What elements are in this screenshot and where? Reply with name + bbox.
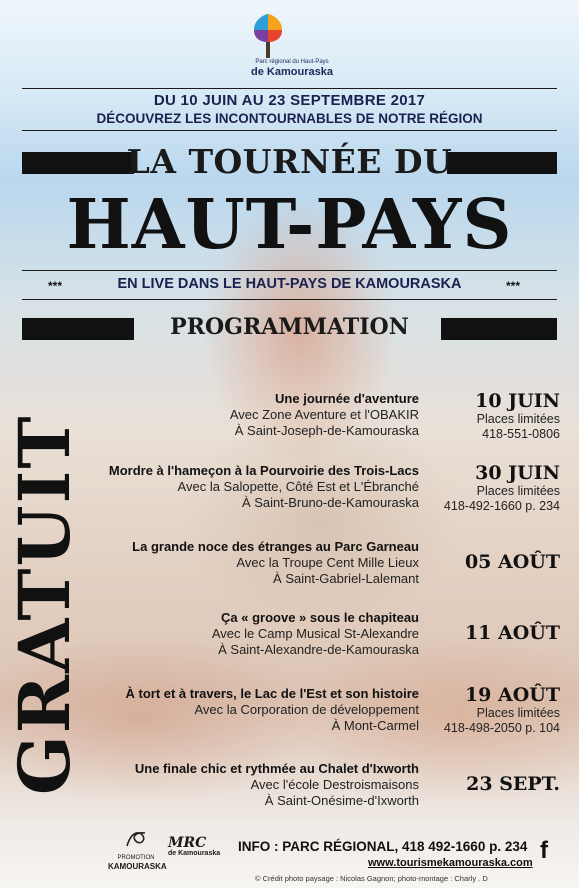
stars-left: *** [48, 279, 63, 293]
event-date-block [425, 390, 560, 442]
discover-tagline: DÉCOUVREZ LES INCONTOURNABLES DE NOTRE RÉGION [96, 111, 483, 126]
programmation-heading: PROGRAMMATION [170, 314, 409, 340]
event-title: Une journée d'aventure [275, 391, 419, 406]
event-location: À Saint-Joseph-de-Kamouraska [234, 423, 419, 438]
event-date: 19 AOÛT [464, 684, 560, 706]
event-dates: DU 10 JUIN AU 23 SEPTEMBRE 2017 [153, 92, 426, 109]
event-date: 11 AOÛT [464, 622, 560, 644]
title-line-2: HAUT-PAYS [66, 185, 513, 265]
event-host: Avec Zone Aventure et l'OBAKIR [229, 407, 419, 422]
website-link[interactable]: www.tourismekamouraska.com [368, 857, 533, 869]
logo-line-big: de Kamouraska [251, 66, 333, 78]
event-date: 23 SEPT. [466, 773, 560, 795]
event-host: Avec la Troupe Cent Mille Lieux [236, 555, 419, 570]
event-date: 10 JUIN [475, 390, 560, 412]
event-phone: 418-492-1660 p. 234 [443, 499, 560, 513]
park-logo-icon [246, 12, 290, 58]
mrc-line1: MRC [168, 835, 207, 851]
event-phone: 418-551-0806 [482, 427, 560, 441]
event-host: Avec la Corporation de développement [194, 702, 419, 717]
mrc-line2: de Kamouraska [168, 850, 221, 857]
promotion-line1: PROMOTION [117, 855, 155, 861]
live-subtitle: EN LIVE DANS LE HAUT-PAYS DE KAMOURASKA [117, 276, 462, 292]
mrc-kamouraska-logo [168, 836, 230, 858]
promotion-line2: KAMOURASKA [108, 862, 167, 871]
event-host: Avec la Salopette, Côté Est et L'Ébranché [177, 479, 419, 494]
promotion-swirl-icon [123, 828, 149, 850]
event-item [90, 463, 419, 511]
event-date-block [425, 622, 560, 644]
event-title: Ça « groove » sous le chapiteau [221, 610, 419, 625]
stars-right: *** [506, 279, 521, 293]
info-line: INFO : PARC RÉGIONAL, 418 492-1660 p. 234 [238, 839, 528, 854]
event-date-block [425, 551, 560, 573]
event-date-block [425, 684, 560, 736]
event-title: Mordre à l'hameçon à la Pourvoirie des Trois-Lacs [108, 463, 419, 478]
photo-credit: © Crédit photo paysage : Nicolas Gagnon; photo-montage : Charly . D [255, 874, 488, 883]
event-item [90, 391, 419, 439]
event-phone: 418-498-2050 p. 104 [443, 721, 560, 735]
promotion-kamouraska-logo [108, 828, 167, 871]
park-logo-text [232, 58, 352, 78]
event-location: À Saint-Alexandre-de-Kamouraska [218, 642, 419, 657]
top-rule [22, 88, 557, 89]
event-location: À Saint-Bruno-de-Kamouraska [241, 495, 419, 510]
event-date-block [425, 773, 560, 795]
event-location: À Saint-Onésime-d'Ixworth [264, 793, 419, 808]
event-date: 30 JUIN [475, 462, 560, 484]
live-top-rule [22, 270, 557, 271]
event-host: Avec l'école Destroismaisons [250, 777, 419, 792]
event-item [90, 539, 419, 587]
event-item [90, 610, 419, 658]
event-note: Places limitées [476, 412, 560, 426]
title-line-1: LA TOURNÉE DU [126, 142, 453, 181]
event-date-block [425, 462, 560, 514]
event-title: Une finale chic et rythmée au Chalet d'Ixworth [134, 761, 419, 776]
event-location: À Saint-Gabriel-Lalemant [273, 571, 419, 586]
event-item [90, 761, 419, 809]
event-note: Places limitées [476, 706, 560, 720]
facebook-icon[interactable]: f [540, 837, 548, 864]
event-note: Places limitées [476, 484, 560, 498]
header-rule [22, 130, 557, 131]
event-host: Avec le Camp Musical St-Alexandre [211, 626, 419, 641]
event-date: 05 AOÛT [464, 551, 560, 573]
event-location: À Mont-Carmel [331, 718, 419, 733]
event-title: À tort et à travers, le Lac de l'Est et son histoire [125, 686, 419, 701]
event-item [90, 686, 419, 734]
logo-line-small: Parc régional du Haut-Pays [255, 59, 329, 65]
event-title: La grande noce des étranges au Parc Garneau [132, 539, 419, 554]
live-bottom-rule [22, 299, 557, 300]
free-vertical-label: GRATUIT [3, 414, 86, 795]
